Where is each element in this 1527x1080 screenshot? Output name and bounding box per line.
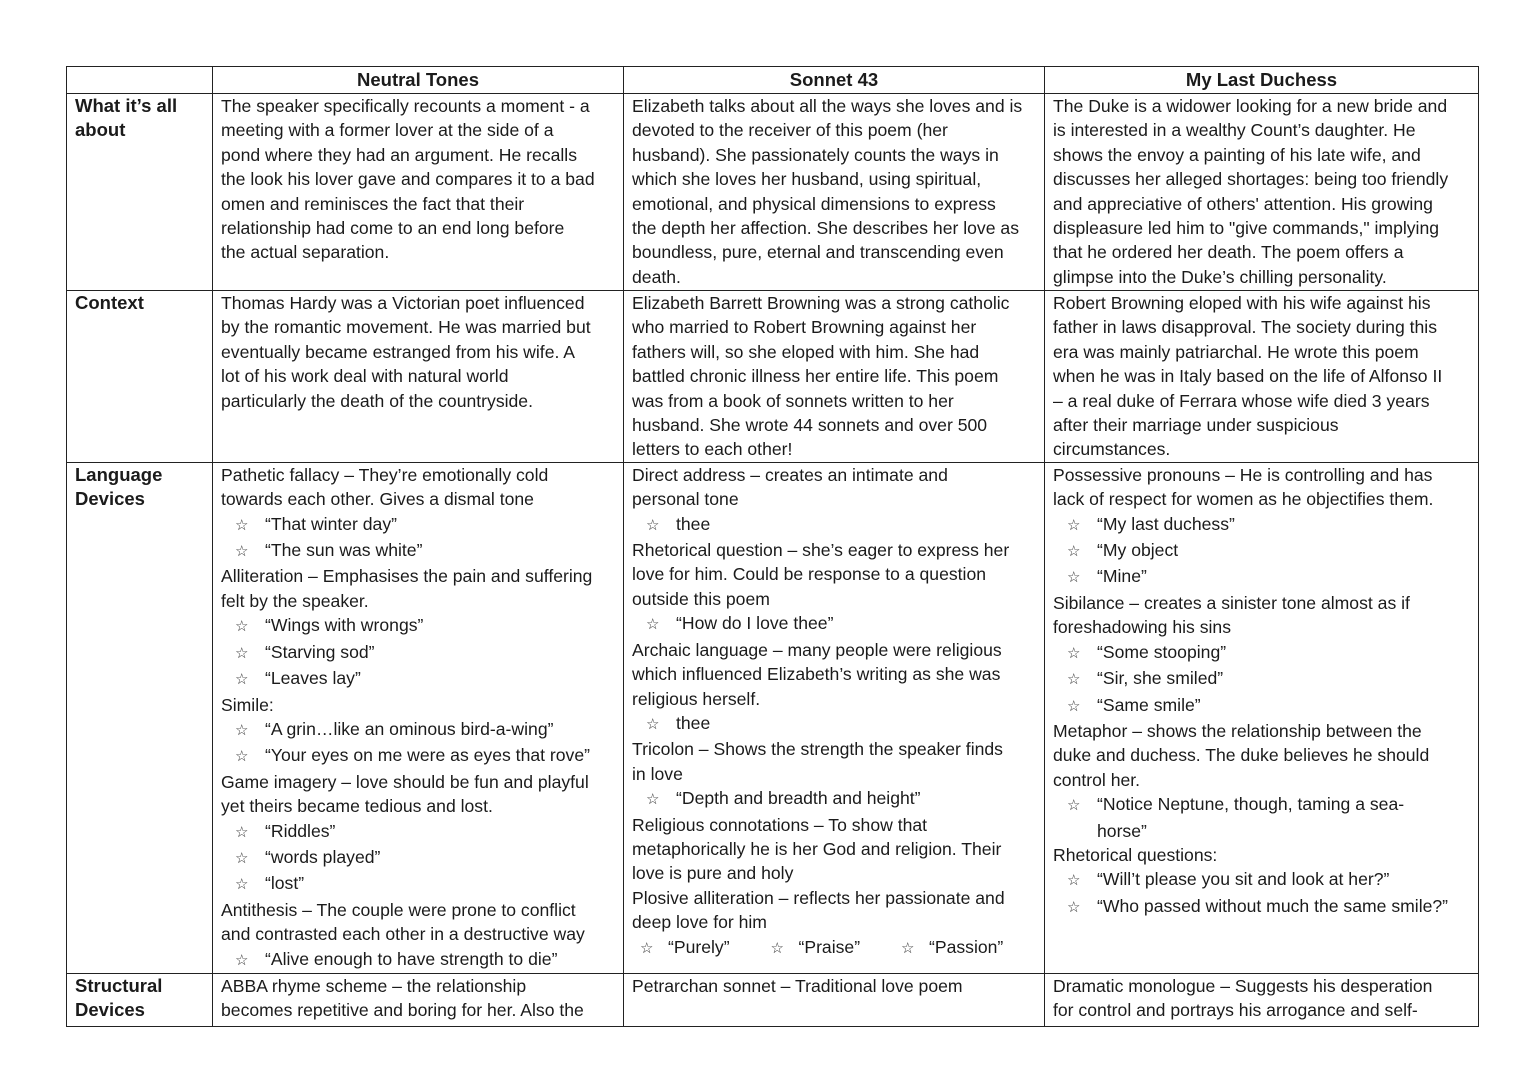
quote-bullet [770,935,860,961]
text-line: lack of respect for women as he objectifies them. [1053,489,1434,510]
text-line: husband). She passionately counts the ways in [632,144,999,165]
cell-neutral-about [213,94,624,291]
quote-bullet [632,711,1036,737]
quote-bullet [901,935,1003,961]
quote-text: “Some stooping” [1097,641,1227,662]
quote-text: “My last duchess” [1097,513,1235,534]
text-line: Rhetorical questions: [1053,844,1218,865]
text-line: yet theirs became tedious and lost. [221,796,493,817]
quote-bullet [1053,512,1470,538]
quote-text: “Leaves lay” [265,668,361,689]
text-line: letters to each other! [632,439,793,460]
header-row [67,67,1479,94]
text-line: Elizabeth Barrett Browning was a strong catholic [632,293,1010,313]
quote-bullet [221,512,615,538]
quote-bullet [221,717,615,743]
text-line: felt by the speaker. [221,590,369,611]
quote-bullet [221,819,615,845]
text-line: Dramatic monologue – Suggests his desperation [1053,975,1433,996]
text-line: fathers will, so she eloped with him. She had [632,341,980,362]
text-line: religious herself. [632,688,761,709]
quote-bullet [1053,666,1470,692]
text-line: Pathetic fallacy – They’re emotionally cold [221,464,549,485]
header-my-last-duchess: My Last Duchess [1045,67,1479,94]
quote-text: “words played” [265,846,381,867]
text-line: which she loves her husband, using spiritual, [632,169,982,190]
poetry-comparison-table [66,66,1479,1027]
quote-bullet [221,538,615,564]
star-icon: ☆ [235,951,249,969]
quote-bullet [221,845,615,871]
star-icon: ☆ [235,876,249,894]
quote-bullet [1053,538,1470,564]
text-line: deep love for him [632,912,767,933]
text-line: for control and portrays his arrogance and self- [1053,1000,1418,1021]
text-line: becomes repetitive and boring for her. Also the [221,1000,584,1021]
text-line: glimpse into the Duke’s chilling personality. [1053,266,1387,287]
text-line: Metaphor – shows the relationship between the [1053,720,1422,741]
quote-bullet [1053,867,1470,893]
quote-bullet [1053,640,1470,666]
text-line: personal tone [632,489,739,510]
text-line: the look his lover gave and compares it to a bad [221,169,595,190]
text-line: Tricolon – Shows the strength the speaker finds [632,739,1003,760]
star-icon: ☆ [235,748,249,766]
quote-text: “Mine” [1097,566,1147,587]
quote-text: “Notice Neptune, though, taming a sea- [1097,794,1405,815]
row-label: Context [67,291,213,463]
quote-text: “Praise” [798,936,861,957]
text-line: The Duke is a widower looking for a new bride and [1053,96,1448,116]
star-icon: ☆ [235,721,249,739]
quote-text: “Starving sod” [265,641,375,662]
header-corner [67,67,213,94]
text-line: towards each other. Gives a dismal tone [221,489,534,510]
text-line: after their marriage under suspicious [1053,415,1339,436]
star-icon: ☆ [235,823,249,841]
text-line: Religious connotations – To show that [632,814,928,835]
cell-neutral-context [213,291,624,463]
header-neutral-tones: Neutral Tones [213,67,624,94]
quote-text: “The sun was white” [265,540,423,561]
text-line: Sibilance – creates a sinister tone almost as if [1053,592,1410,613]
row-what-its-about [67,94,1479,291]
quote-text: “Purely” [668,936,730,957]
quote-text: “My object [1097,540,1179,561]
text-line: is interested in a wealthy Count’s daughter. He [1053,120,1416,141]
quote-text: “Wings with wrongs” [265,615,424,636]
text-line: Direct address – creates an intimate and [632,464,948,485]
star-icon: ☆ [235,618,249,636]
cell-duchess-structural [1045,973,1479,1026]
text-line: husband. She wrote 44 sonnets and over 500 [632,415,988,436]
star-icon: ☆ [1067,644,1081,662]
text-line: – a real duke of Ferrara whose wife died 3 years [1053,390,1430,411]
text-line: pond where they had an argument. He recalls [221,144,577,165]
text-line: Game imagery – love should be fun and playful [221,771,589,792]
quote-bullet [640,935,730,961]
quote-bullet [1053,792,1470,818]
text-line: discusses her alleged shortages: being too friendly [1053,169,1449,190]
text-line: Possessive pronouns – He is controlling and has [1053,464,1433,485]
star-icon: ☆ [235,516,249,534]
cell-duchess-language [1045,462,1479,973]
star-icon: ☆ [900,939,915,957]
text-line: Alliteration – Emphasises the pain and suffering [221,566,593,587]
cell-sonnet-context [624,291,1045,463]
text-line: Thomas Hardy was a Victorian poet influenced [221,293,585,313]
text-line: the actual separation. [221,242,390,263]
quote-bullet [221,613,615,639]
star-icon: ☆ [235,671,249,689]
text-line: Simile: [221,694,274,715]
text-line: which influenced Elizabeth’s writing as she was [632,664,1001,685]
text-line: displeasure led him to "give commands," implying [1053,218,1440,239]
quote-bullet [221,743,615,769]
quote-text: thee [676,513,711,534]
text-line: by the romantic movement. He was married but [221,317,591,338]
text-line: meeting with a former lover at the side of a [221,120,554,141]
text-line: emotional, and physical dimensions to express [632,193,996,214]
text-line: love for him. Could be response to a question [632,564,987,585]
quote-bullet [1053,564,1470,590]
text-line: when he was in Italy based on the life of Alfonso II [1053,366,1443,387]
text-line: shows the envoy a painting of his late wife, and [1053,144,1421,165]
text-line: Robert Browning eloped with his wife against his [1053,293,1431,313]
star-icon: ☆ [646,791,660,809]
text-line: circumstances. [1053,439,1171,460]
quote-bullet [221,640,615,666]
text-line: omen and reminisces the fact that their [221,193,525,214]
star-icon: ☆ [1067,671,1081,689]
quote-text: thee [676,712,711,733]
quote-bullet [632,786,1036,812]
text-line: in love [632,763,683,784]
quote-text: “Passion” [928,936,1004,957]
text-line: and appreciative of others' attention. His growing [1053,193,1433,214]
cell-neutral-structural [213,973,624,1026]
text-line: battled chronic illness her entire life. This poem [632,366,999,387]
header-sonnet-43: Sonnet 43 [624,67,1045,94]
star-icon: ☆ [1067,697,1081,715]
text-line: father in laws disapproval. The society during this [1053,317,1438,338]
text-line: era was mainly patriarchal. He wrote this poem [1053,341,1419,362]
text-line: the depth her affection. She describes her love as [632,218,1019,239]
text-line: outside this poem [632,588,770,609]
text-line: ABBA rhyme scheme – the relationship [221,975,527,996]
quote-bullet [632,611,1036,637]
row-language-devices [67,462,1479,973]
text-line: Plosive alliteration – reflects her passionate and [632,887,1005,908]
quote-text: “That winter day” [265,513,397,534]
quote-text: “Your eyes on me were as eyes that rove” [265,745,590,766]
text-line: particularly the death of the countryside. [221,390,533,411]
cell-sonnet-about [624,94,1045,291]
quote-bullet-row [632,935,1036,961]
quote-bullet [221,947,615,973]
text-line: love is pure and holy [632,863,794,884]
text-line: lot of his work deal with natural world [221,366,509,387]
cell-duchess-context [1045,291,1479,463]
text-line: The speaker specifically recounts a moment - a [221,96,590,116]
quote-text: “Riddles” [265,820,336,841]
star-icon: ☆ [1067,872,1081,890]
star-icon: ☆ [1067,516,1081,534]
star-icon: ☆ [646,715,660,733]
quote-bullet [1053,894,1470,920]
text-line: Rhetorical question – she’s eager to express her [632,540,1010,561]
text-line: was from a book of sonnets written to her [632,390,954,411]
star-icon: ☆ [770,939,784,957]
text-line: devoted to the receiver of this poem (her [632,120,948,141]
quote-text: “Alive enough to have strength to die” [265,948,558,969]
star-icon: ☆ [640,939,654,957]
text-line: Antithesis – The couple were prone to conflict [221,899,576,920]
cell-duchess-about [1045,94,1479,291]
text-line: boundless, pure, eternal and transcending even [632,242,1004,263]
text-line: Archaic language – many people were religious [632,639,1002,660]
star-icon: ☆ [1067,797,1081,815]
row-context [67,291,1479,463]
quote-text: “Depth and breadth and height” [676,788,921,809]
star-icon: ☆ [646,516,660,534]
row-label: What it’s all about [67,94,213,291]
cell-neutral-language [213,462,624,973]
star-icon: ☆ [1067,898,1081,916]
text-line: eventually became estranged from his wife. A [221,341,576,362]
star-icon: ☆ [1067,569,1081,587]
quote-bullet [221,871,615,897]
text-line: duke and duchess. The duke believes he should [1053,745,1430,766]
cell-sonnet-structural [624,973,1045,1026]
text-line: Petrarchan sonnet – Traditional love poem [632,975,963,996]
star-icon: ☆ [235,644,249,662]
quote-text: “A grin…like an ominous bird-a-wing” [265,718,554,739]
quote-text: “Will’t please you sit and look at her?” [1097,869,1390,890]
text-line: that he ordered her death. The poem offers a [1053,242,1404,263]
quote-text: “How do I love thee” [676,613,834,634]
text-line: foreshadowing his sins [1053,617,1231,638]
text-line: and contrasted each other in a destructive way [221,924,585,945]
cell-sonnet-language [624,462,1045,973]
row-label: Language Devices [67,462,213,973]
quote-bullet [221,666,615,692]
star-icon: ☆ [235,849,249,867]
quote-bullet [1053,693,1470,719]
quote-text: “Who passed without much the same smile?” [1097,895,1449,916]
star-icon: ☆ [235,543,249,561]
star-icon: ☆ [1067,543,1081,561]
text-line: metaphorically he is her God and religion. Their [632,838,1002,859]
quote-text: “Sir, she smiled” [1097,668,1224,689]
text-line: control her. [1053,769,1141,790]
text-line: relationship had come to an end long before [221,218,565,239]
quote-bullet [632,512,1036,538]
quote-text: “lost” [265,873,305,894]
text-line: death. [632,266,681,287]
star-icon: ☆ [646,616,660,634]
row-label: Structural Devices [67,973,213,1026]
quote-text: “Same smile” [1097,694,1201,715]
row-structural-devices [67,973,1479,1026]
text-line: Elizabeth talks about all the ways she loves and is [632,96,1023,116]
text-line: who married to Robert Browning against her [632,317,977,338]
quote-continuation: horse” [1097,820,1147,841]
